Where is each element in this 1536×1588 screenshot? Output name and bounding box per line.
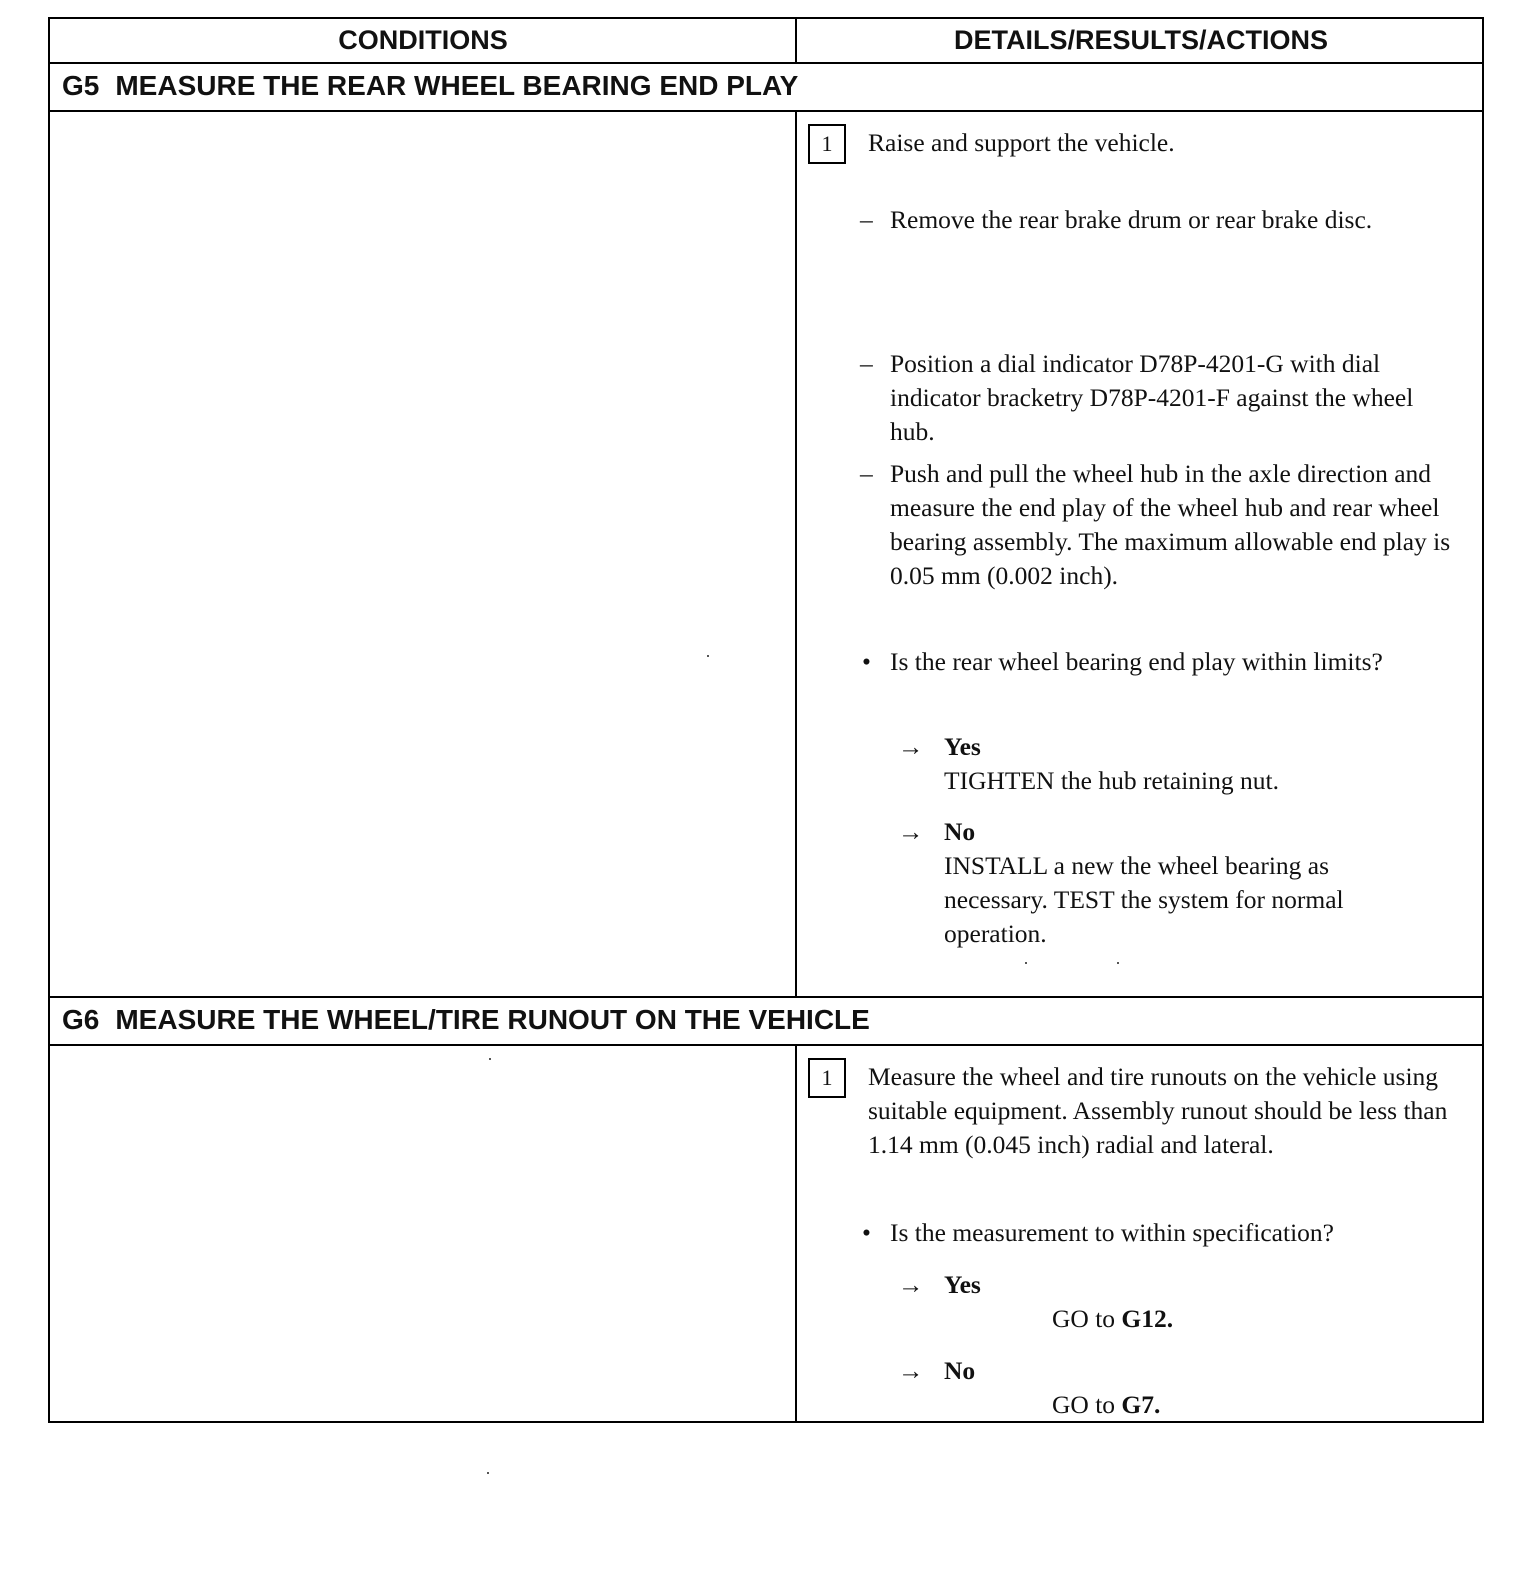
g6-no-label: No — [944, 1356, 976, 1385]
g6-yes-label: Yes — [944, 1270, 981, 1299]
g5-question-text: Is the rear wheel bearing end play within limits? — [890, 647, 1383, 676]
g6-no-prefix: GO to — [1052, 1390, 1122, 1419]
g5-dash3-text: Push and pull the wheel hub in the axle direction and measure the end play of the wheel hub and rear wheel bearing assembly. The maximum allowable end play is 0.05 mm (0.002 inch). — [890, 459, 1451, 590]
g6-section-title — [50, 998, 1482, 1046]
g5-dash2-text: Position a dial indicator D78P-4201-G with dial indicator bracketry D78P-4201-F against the wheel hub. — [890, 349, 1414, 446]
scan-speck — [487, 1472, 489, 1474]
dash-mark: – — [860, 459, 873, 488]
g5-no-action: INSTALL a new the wheel bearing as necessary. TEST the system for normal operation. — [944, 851, 1344, 948]
g6-yes-prefix: GO to — [1052, 1304, 1122, 1333]
g5-yes-action: TIGHTEN the hub retaining nut. — [944, 766, 1279, 795]
details-header: DETAILS/RESULTS/ACTIONS — [953, 25, 1328, 55]
scan-speck — [1025, 962, 1027, 964]
table-header — [50, 19, 1482, 64]
g5-step-text: Raise and support the vehicle. — [868, 128, 1175, 157]
bullet-mark: • — [862, 647, 871, 676]
g5-dash-item-3 — [860, 457, 1460, 593]
g6-column-divider — [795, 1046, 797, 1423]
g5-question — [862, 645, 1460, 679]
g5-title: MEASURE THE REAR WHEEL BEARING END PLAY — [115, 70, 799, 101]
step-number-box: 1 — [808, 1058, 846, 1098]
g6-question-text: Is the measurement to within specification? — [890, 1218, 1334, 1247]
g6-no-target-link: G7. — [1121, 1390, 1161, 1419]
conditions-header: CONDITIONS — [338, 25, 508, 55]
g5-dash-item-1 — [860, 203, 1460, 237]
arrow-icon: → — [898, 1356, 924, 1385]
scan-speck — [707, 655, 709, 657]
g5-no-label: No — [944, 817, 976, 846]
g5-dash1-text: Remove the rear brake drum or rear brake disc. — [890, 205, 1373, 234]
g6-step-text: Measure the wheel and tire runouts on the vehicle using suitable equipment. Assembly runout should be less than 1.14 mm (0.045 inch) radial and lateral. — [868, 1062, 1448, 1159]
g6-code: G6 — [62, 1004, 100, 1035]
g5-dash-item-2 — [860, 347, 1460, 449]
scan-speck — [1117, 962, 1119, 964]
header-divider — [795, 19, 797, 64]
g6-title: MEASURE THE WHEEL/TIRE RUNOUT ON THE VEHICLE — [115, 1004, 870, 1035]
dash-mark: – — [860, 205, 873, 234]
arrow-icon: → — [898, 732, 924, 761]
dash-mark: – — [860, 349, 873, 378]
g6-yes-action — [1052, 1302, 1536, 1336]
g6-details-cell — [798, 1046, 1482, 1423]
scan-speck — [489, 1058, 491, 1060]
g5-details-cell — [798, 112, 1482, 998]
g5-yes-label: Yes — [944, 732, 981, 761]
arrow-icon: → — [898, 1270, 924, 1299]
g5-section-title — [50, 64, 1482, 112]
g6-yes-target-link: G12. — [1121, 1304, 1174, 1333]
g5-column-divider — [795, 112, 797, 998]
diagnostic-table — [48, 17, 1484, 1423]
step-number-box: 1 — [808, 124, 846, 164]
g6-no-action — [1052, 1388, 1536, 1422]
g6-question — [862, 1216, 1470, 1250]
g5-code: G5 — [62, 70, 100, 101]
arrow-icon: → — [898, 817, 924, 846]
bullet-mark: • — [862, 1218, 871, 1247]
